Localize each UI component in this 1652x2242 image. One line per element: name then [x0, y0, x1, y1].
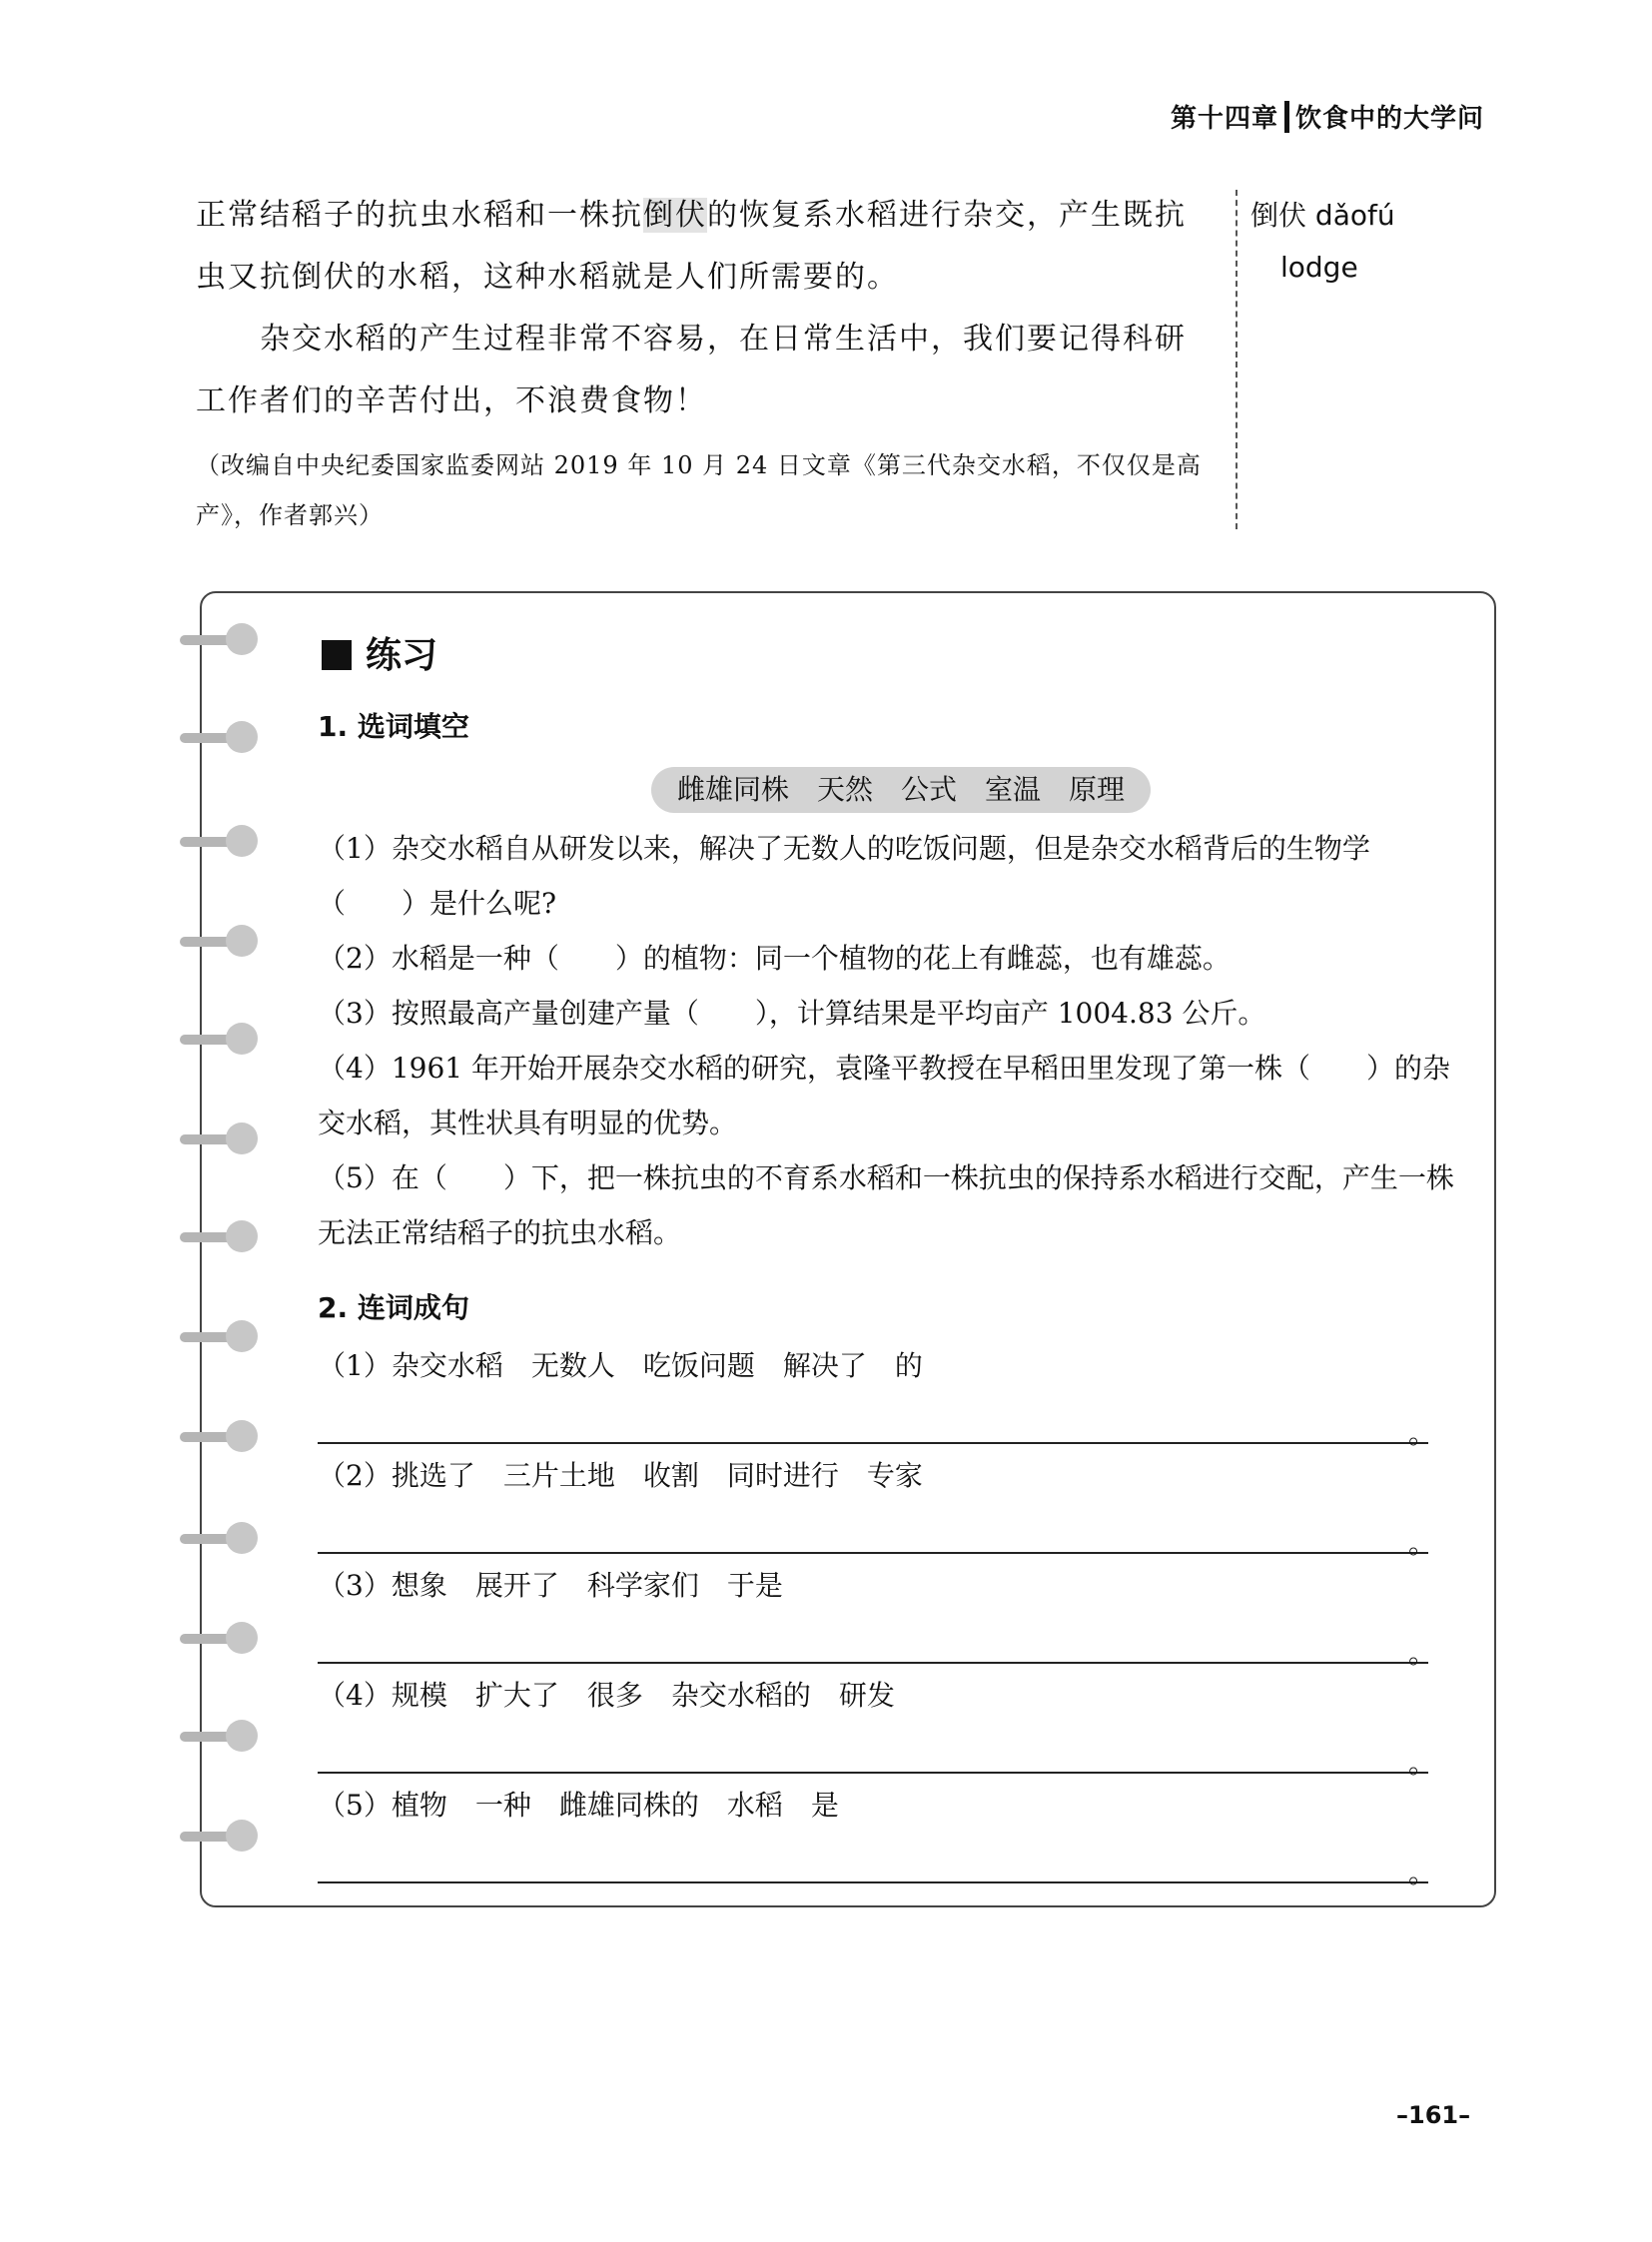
chapter-header [1171, 98, 1484, 135]
gloss-word: 倒伏 [1250, 199, 1307, 232]
answer-line-3[interactable]: 。 [318, 1624, 1436, 1664]
binder-ring-icon [180, 1720, 260, 1752]
binder-ring-icon [180, 825, 260, 857]
vocabulary-gloss [1250, 190, 1395, 294]
binder-ring-icon [180, 1522, 260, 1554]
gloss-pinyin: dǎofú [1314, 199, 1395, 232]
gloss-english: lodge [1280, 251, 1358, 284]
fill-question-3: （3）按照最高产量创建产量（ ），计算结果是平均亩产 1004.83 公斤。 [318, 997, 1266, 1030]
answer-line-1[interactable]: 。 [318, 1404, 1436, 1444]
sentence-words-1: （1）杂交水稻 无数人 吃饭问题 解决了 的 [318, 1349, 923, 1382]
binder-ring-icon [180, 1220, 260, 1252]
binder-ring-icon [180, 925, 260, 957]
binder-ring-icon [180, 1122, 260, 1154]
sentence-words-3: （3）想象 展开了 科学家们 于是 [318, 1569, 783, 1602]
fill-question-2: （2）水稻是一种（ ）的植物：同一个植物的花上有雌蕊，也有雄蕊。 [318, 942, 1231, 975]
highlighted-word: 倒伏 [643, 198, 707, 233]
gloss-divider [1236, 190, 1238, 529]
answer-line-2[interactable]: 。 [318, 1514, 1436, 1554]
word-bank: 雌雄同株 天然 公式 室温 原理 [651, 767, 1151, 813]
chapter-title: 饮食中的大学问 [1294, 104, 1484, 134]
binder-ring-icon [180, 623, 260, 655]
binder-ring-icon [180, 721, 260, 753]
reading-paragraph-1: 正常结稻子的抗虫水稻和一株抗倒伏的恢复系水稻进行杂交，产生既抗虫又抗倒伏的水稻，这种水稻就是人们所需要的。 [196, 198, 1187, 295]
chapter-number: 第十四章 [1170, 104, 1278, 134]
answer-line-4[interactable]: 。 [318, 1734, 1436, 1774]
page-number: –161– [1396, 2101, 1471, 2129]
answer-line-5[interactable]: 。 [318, 1844, 1436, 1883]
binder-ring-icon [180, 1320, 260, 1352]
sentence-words-4: （4）规模 扩大了 很多 杂交水稻的 研发 [318, 1679, 895, 1712]
header-divider [1284, 101, 1289, 133]
section-heading-sentences: 2. 连词成句 [318, 1291, 469, 1324]
fill-question-5: （5）在（ ）下，把一株抗虫的不育系水稻和一株抗虫的保持系水稻进行交配，产生一株无法正常结稻子的抗虫水稻。 [318, 1161, 1454, 1249]
exercise-title: 练习 [322, 627, 437, 678]
section-heading-fill-in: 1. 选词填空 [318, 710, 469, 743]
reading-paragraph-2: 杂交水稻的产生过程非常不容易，在日常生活中，我们要记得科研工作者们的辛苦付出，不浪费食物！ [196, 322, 1187, 418]
reading-passage [196, 185, 1215, 540]
square-bullet-icon [322, 640, 352, 670]
sentence-words-5: （5）植物 一种 雌雄同株的 水稻 是 [318, 1789, 839, 1822]
source-note: （改编自中央纪委国家监委网站 2019 年 10 月 24 日文章《第三代杂交水稻，不仅仅是高产》，作者郭兴） [196, 451, 1202, 529]
binder-ring-icon [180, 1023, 260, 1055]
fill-question-4: （4）1961 年开始开展杂交水稻的研究，袁隆平教授在早稻田里发现了第一株（ ）的杂交水稻，其性状具有明显的优势。 [318, 1052, 1450, 1139]
sentence-words-2: （2）挑选了 三片土地 收割 同时进行 专家 [318, 1459, 923, 1492]
binder-ring-icon [180, 1820, 260, 1852]
binder-ring-icon [180, 1622, 260, 1654]
binder-ring-icon [180, 1420, 260, 1452]
fill-question-1: （1）杂交水稻自从研发以来，解决了无数人的吃饭问题，但是杂交水稻背后的生物学（ ）是什么呢? [318, 832, 1370, 920]
